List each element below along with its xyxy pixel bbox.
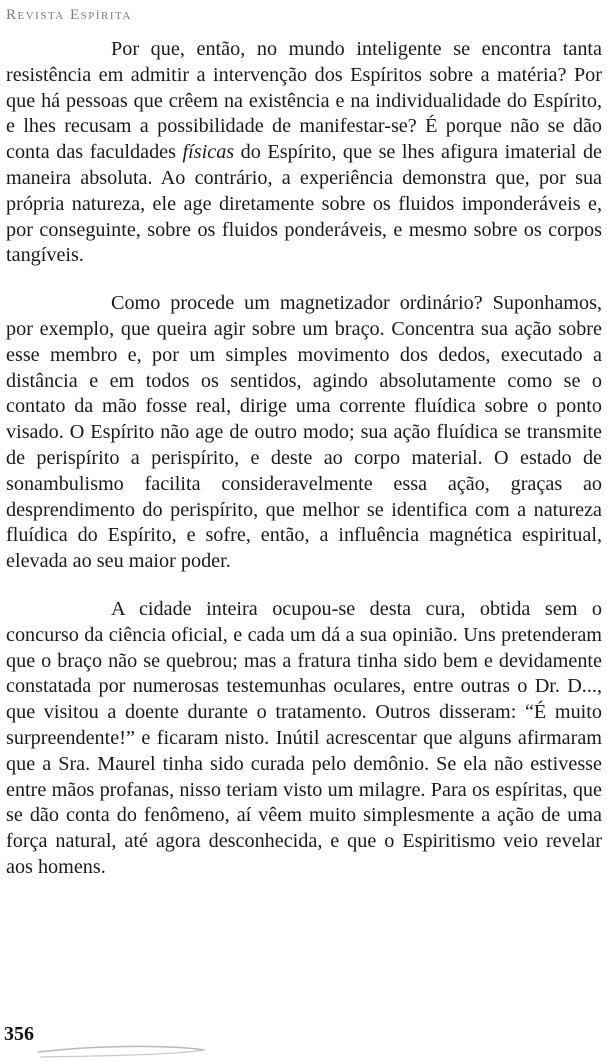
paragraph-2: Como procede um magnetizador ordinário? Suponhamos, por exemplo, que queira agir sobre um braço. Concentra sua ação sobre esse membro e, por um simples movimento dos dedos, executado a distância e em todos os sentidos, agindo absolutamente como se o contato da mão fosse real, dirige uma corrente fluídica sobre o ponto visado. O Espírito não age de outro modo; sua ação fluídica se transmite de perispírito a perispírito, e deste ao corpo material. O estado de sonambulismo facilita consideravelmente essa ação, graças ao desprendimento do perispírito, que melhor se identifica com a natureza fluídica do Espírito, e sofre, então, a influência magnética espiritual, elevada ao seu maior poder.: [6, 292, 602, 573]
paragraph-1-italic: físicas: [182, 141, 235, 164]
swash-stroke-lower: [40, 1050, 205, 1057]
footer-swash-ornament: [0, 1030, 220, 1060]
paragraph-3: A cidade inteira ocupou-se desta cura, obtida sem o concurso da ciência oficial, e cada um dá a sua opinião. Uns pretenderam que o braço não se quebrou; mas a fratura tinha sido bem e devidamente constatada por numerosas testemunhas oculares, entre outras o Dr. D..., que visitou a doente durante o tratamento. Outros disseram: “É muito surpreendente!” e ficaram nisto. Inútil acrescentar que alguns afirmaram que a Sra. Maurel tinha sido curada pelo demônio. Se ela não estivesse entre mãos profanas, nisso teriam visto um milagre. Para os espíritas, que se dão conta do fenômeno, aí vêem muito simplesmente a ação de uma força natural, até agora desconhecida, e que o Espiritismo veio revelar aos homens.: [6, 597, 602, 878]
page-body: [6, 37, 602, 881]
running-header: Revista Espírita: [6, 7, 132, 23]
paragraph-1-text-b: do Espírito, que se lhes afigura imaterial de maneira absoluta. Ao contrário, a experiência demonstra que, por sua própria natureza, ele age diretamente sobre os fluidos imponderáveis e, por conseguinte, sobre os fluidos ponderáveis, e mesmo sobre os corpos tangíveis.: [6, 141, 602, 267]
paragraph-1: [6, 37, 602, 269]
page-number: 356: [4, 1023, 34, 1045]
swash-stroke-upper: [38, 1046, 205, 1052]
paragraph-1-text-a: Por que, então, no mundo inteligente se encontra tanta resistência em admitir a intervenção dos Espíritos sobre a matéria? Por que há pessoas que crêem na existência e na individualidade do Espírito, e lhes recusam a possibilidade de manifestar-se? É porque não se dão conta das faculdades: [6, 38, 602, 164]
